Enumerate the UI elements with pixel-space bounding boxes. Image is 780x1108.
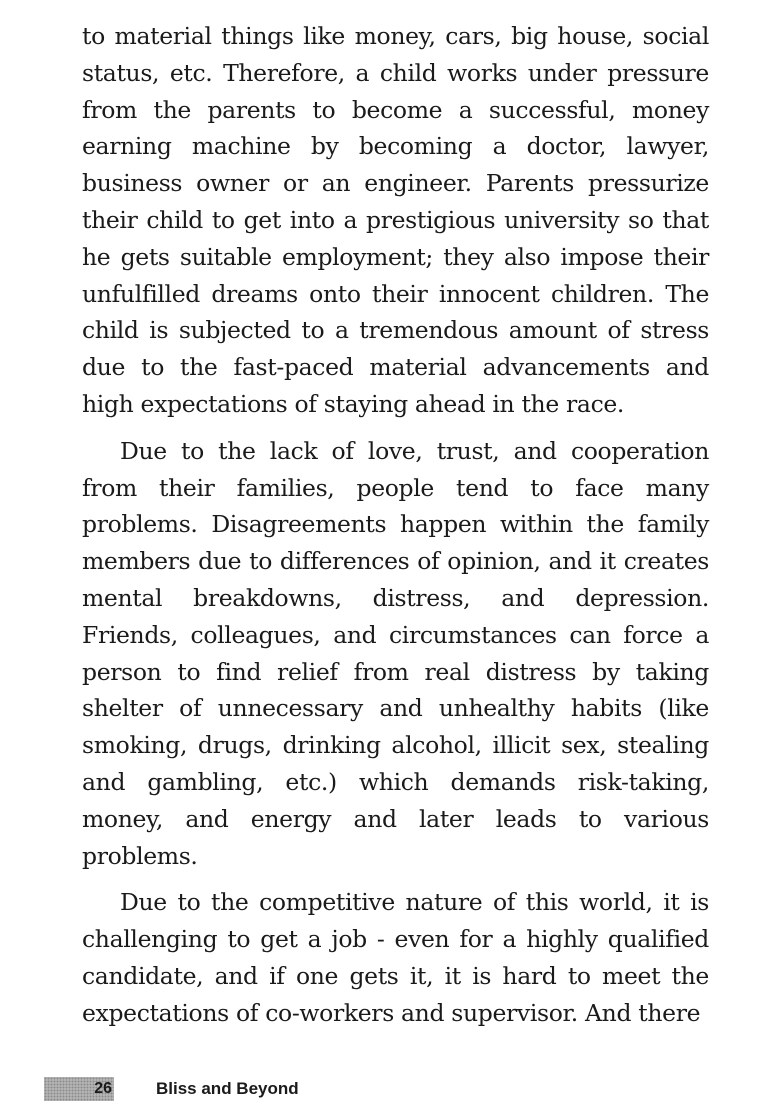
paragraph: Due to the competitive nature of this world, it is challenging to get a job - even for a highly qualified candidate, and if one gets it, it is hard to meet the expectations of co-workers and supervisor. And there	[82, 888, 709, 1027]
book-title: Bliss and Beyond	[156, 1079, 299, 1098]
page-number: 26	[44, 1077, 114, 1101]
page-body	[82, 18, 709, 1042]
paragraph: Due to the lack of love, trust, and cooperation from their families, people tend to face many problems. Disagreements happen within the family members due to differences of opinion, and it creates mental breakdowns, distress, and depression. Friends, colleagues, and circumstances can force a person to find relief from real distress by taking shelter of unnecessary and unhealthy habits (like smoking, drugs, drinking alcohol, illicit sex, stealing and gambling, etc.) which demands risk-taking, money, and energy and later leads to various problems.	[82, 436, 709, 870]
page-footer	[44, 1076, 299, 1102]
paragraph-continuation: to material things like money, cars, big house, social status, etc. Therefore, a child works under pressure from the parents to become a successful, money earning machine by becoming a doctor, lawyer, business owner or an engineer. Parents pressurize their child to get into a prestigious university so that he gets suitable employment; they also impose their unfulfilled dreams onto their innocent children. The child is subjected to a tremendous amount of stress due to the fast-paced material advancements and high expectations of staying ahead in the race.	[82, 22, 709, 418]
